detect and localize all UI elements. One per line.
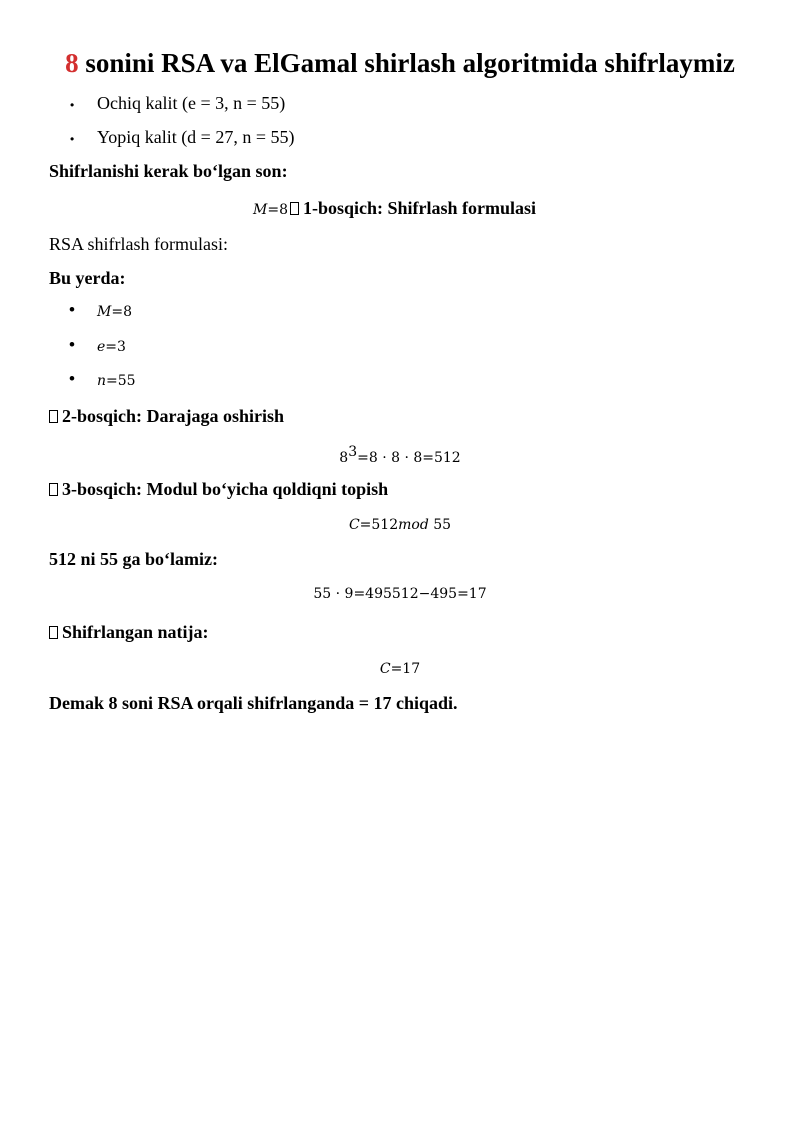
m-value: =8 (267, 202, 288, 218)
step2-heading: 2-bosqich: Darajaga oshirish (62, 406, 285, 426)
m-line (253, 198, 536, 219)
where-heading: Bu yerda: (49, 268, 126, 288)
mod-tail: 55 (428, 517, 452, 533)
bullet-icon: • (70, 98, 75, 112)
result-line (0, 660, 800, 678)
step1-heading: 1-bosqich: Shifrlash formulasi (302, 198, 537, 218)
missing-glyph-icon (49, 410, 58, 423)
conclusion: Demak 8 soni RSA orqali shifrlanganda = 17 chiqadi. (49, 693, 458, 713)
result-value: =17 (390, 661, 421, 677)
mod-var: C (348, 517, 360, 533)
bullet-icon: • (70, 132, 75, 146)
result-row (49, 622, 209, 643)
param-value: =8 (111, 304, 132, 320)
step3-row (49, 479, 388, 500)
power-base: 8 (339, 450, 349, 466)
missing-glyph-icon (290, 202, 299, 215)
mod-op: mod (398, 517, 429, 533)
result-var: C (379, 661, 391, 677)
mod-line (0, 516, 800, 534)
power-exp: 3 (348, 444, 358, 460)
public-key-item: Ochiq kalit (e = 3, n = 55) (97, 93, 286, 113)
power-line (0, 444, 800, 467)
title-number: 8 (65, 48, 79, 78)
param-value: =3 (105, 339, 126, 355)
title-text: sonini RSA va ElGamal shirlash algoritmida shifrlaymiz (78, 48, 735, 78)
missing-glyph-icon (49, 626, 58, 639)
param-var: M (97, 304, 112, 320)
param-item (97, 372, 136, 390)
power-rest: =8 · 8 · 8=512 (357, 450, 461, 466)
mod-mid: =512 (359, 517, 399, 533)
bullet-icon: • (69, 369, 75, 388)
bullet-icon: • (69, 335, 75, 354)
result-heading: Shifrlangan natija: (62, 622, 209, 642)
step2-row (49, 406, 284, 427)
calc-line: 55 · 9=495512−495=17 (313, 586, 487, 602)
param-var: n (97, 373, 107, 389)
m-var: M (253, 202, 268, 218)
param-value: =55 (106, 373, 136, 389)
step3-heading: 3-bosqich: Modul bo‘yicha qoldiqni topish (62, 479, 389, 499)
param-item (97, 303, 132, 321)
message-heading: Shifrlanishi kerak bo‘lgan son: (49, 161, 288, 181)
private-key-item: Yopiq kalit (d = 27, n = 55) (97, 127, 295, 147)
page-title (0, 48, 800, 79)
bullet-icon: • (69, 300, 75, 319)
formula-label: RSA shifrlash formulasi: (49, 234, 228, 254)
divide-heading: 512 ni 55 ga bo‘lamiz: (49, 549, 218, 569)
param-item (97, 338, 126, 356)
missing-glyph-icon (49, 483, 58, 496)
param-var: e (97, 339, 106, 355)
